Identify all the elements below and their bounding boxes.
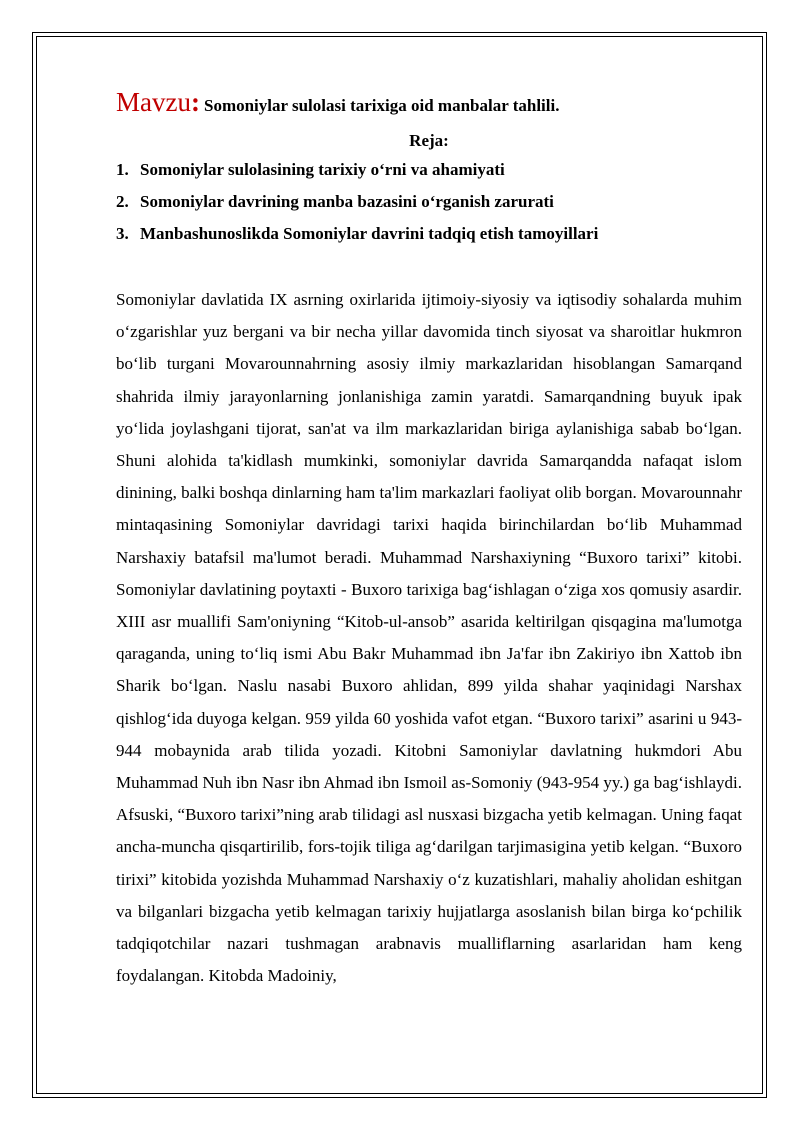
plan-item-number: 3. xyxy=(116,224,129,243)
document-content xyxy=(116,82,742,992)
plan-item-number: 2. xyxy=(116,192,129,211)
plan-item xyxy=(116,186,742,218)
topic-line xyxy=(116,82,742,122)
plan-item xyxy=(116,154,742,186)
plan-item-text: Manbashunoslikda Somoniylar davrini tadqiq etish tamoyillari xyxy=(140,224,599,243)
plan-item-text: Somoniylar sulolasining tarixiy o‘rni va ahamiyati xyxy=(140,160,505,179)
topic-colon: : xyxy=(190,87,200,117)
plan-item xyxy=(116,218,742,250)
plan-item-text: Somoniylar davrining manba bazasini o‘rganish zarurati xyxy=(140,192,554,211)
body-paragraph: Somoniylar davlatida IX asrning oxirlarida ijtimoiy-siyosiy va iqtisodiy sohalarda muhim o‘zgarishlar yuz bergani va bir necha yillar davomida tinch siyosat va sharoitlar hukmron bo‘lib turgani Movarounnahrning asosiy ilmiy markazlaridan hisoblangan Samarqand shahrida ilmiy jarayonlarning jonlanishiga zamin yaratdi. Samarqandning buyuk ipak yo‘lida joylashgani tijorat, san'at va ilm markazlaridan biriga aylanishiga sabab bo‘lgan. Shuni alohida ta'kidlash mumkinki, somoniylar davrida Samarqandda nafaqat islom dinining, balki boshqa dinlarning ham ta'lim markazlari faoliyat olib borgan. Movarounnahr mintaqasining Somoniylar davridagi tarixi haqida birinchilardan bo‘lib Muhammad Narshaxiy batafsil ma'lumot beradi. Muhammad Narshaxiyning “Buxoro tarixi” kitobi. Somoniylar davlatining poytaxti - Buxoro tarixiga bag‘ishlagan o‘ziga xos qomusiy asardir. XIII asr muallifi Sam'oniyning “Kitob-ul-ansob” asarida keltirilgan qisqagina ma'lumotga qaraganda, uning to‘liq ismi Abu Bakr Muhammad ibn Ja'far ibn Zakiriyo ibn Xattob ibn Sharik bo‘lgan. Naslu nasabi Buxoro ahlidan, 899 yilda shahar yaqinidagi Narshax qishlog‘ida duyoga kelgan. 959 yilda 60 yoshida vafot etgan. “Buxoro tarixi” asarini u 943-944 mobaynida arab tilida yozadi. Kitobni Samoniylar davlatning hukmdori Abu Muhammad Nuh ibn Nasr ibn Ahmad ibn Ismoil as-Somoniy (943-954 yy.) ga bag‘ishlaydi. Afsuski, “Buxoro tarixi”ning arab tilidagi asl nusxasi bizgacha yetib kelmagan. Uning faqat ancha-muncha qisqartirilib, fors-tojik tiliga ag‘darilgan tarjimasigina yetib kelgan. “Buxoro tirixi” kitobida yozishda Muhammad Narshaxiy o‘z kuzatishlari, mahaliy aholidan eshitgan va bilganlari bizgacha yetib kelmagan tarixiy hujjatlarga asoslanish bilan birga ko‘pchilik tadqiqotchilar nazari tushmagan arabnavis mualliflarning asarlaridan ham keng foydalangan. Kitobda Madoiniy, xyxy=(116,290,742,986)
plan-list xyxy=(116,154,742,250)
topic-title: Somoniylar sulolasi tarixiga oid manbalar tahlili. xyxy=(203,96,560,115)
plan-heading: Reja: xyxy=(409,131,449,150)
topic-label: Mavzu xyxy=(116,87,191,117)
plan-item-number: 1. xyxy=(116,160,129,179)
